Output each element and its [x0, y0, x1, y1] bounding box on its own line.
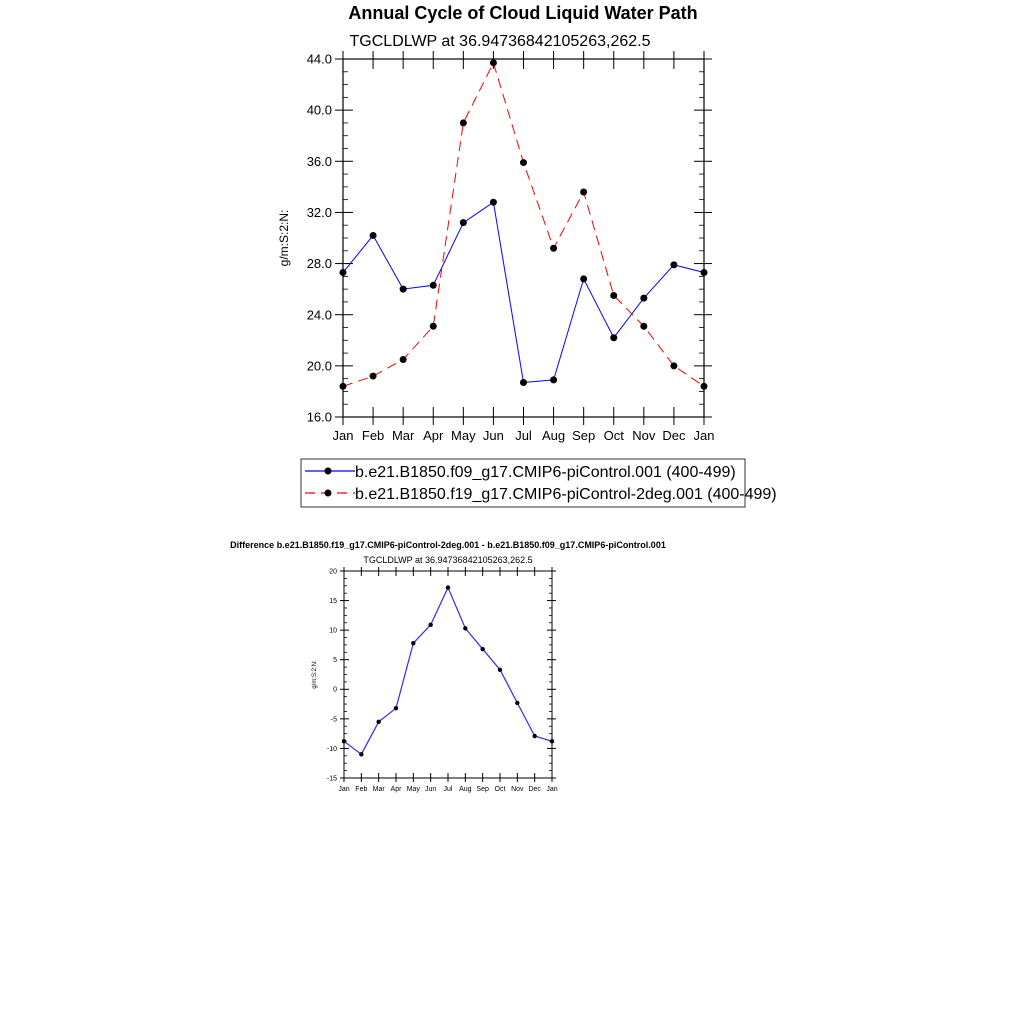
- y-tick-label: 36.0: [306, 153, 332, 169]
- legend-label-1: b.e21.B1850.f19_g17.CMIP6-piControl-2deg.001 (400-499): [355, 486, 777, 503]
- x-tick-label: Jun: [425, 786, 437, 793]
- x-tick-label: Nov: [632, 428, 656, 443]
- series-line-1: [343, 63, 704, 386]
- y-tick-label: 10: [329, 627, 337, 635]
- x-tick-label: Jul: [515, 428, 532, 443]
- series-line-0: [344, 588, 552, 755]
- series-line-0: [343, 202, 704, 382]
- data-point-1: [610, 292, 617, 299]
- y-tick-label: 32.0: [306, 204, 332, 220]
- x-tick-label: Dec: [662, 428, 686, 443]
- data-point-0: [550, 376, 557, 383]
- x-tick-label: Mar: [391, 428, 415, 443]
- plot-frame: [344, 571, 552, 778]
- x-tick-label: Sep: [476, 786, 489, 793]
- data-point-0: [515, 701, 519, 705]
- chart-0: [277, 3, 777, 507]
- data-point-0: [370, 232, 377, 239]
- y-tick-label: 16.0: [306, 409, 332, 425]
- x-tick-label: Aug: [459, 786, 472, 793]
- y-tick-label: -10: [326, 745, 337, 753]
- x-tick-label: Jun: [482, 428, 504, 443]
- data-point-1: [400, 356, 407, 363]
- y-tick-label: -5: [330, 716, 337, 724]
- data-point-0: [498, 668, 502, 672]
- data-point-1: [370, 373, 377, 380]
- x-tick-label: Jan: [332, 428, 354, 443]
- chart-title: Annual Cycle of Cloud Liquid Water Path: [348, 3, 698, 23]
- legend-label-0: b.e21.B1850.f09_g17.CMIP6-piControl.001 (400-499): [355, 464, 736, 481]
- data-point-0: [428, 623, 432, 627]
- data-point-0: [430, 282, 437, 289]
- data-point-0: [400, 286, 407, 293]
- data-point-1: [520, 159, 527, 166]
- chart-1: [230, 540, 666, 793]
- x-tick-label: Mar: [372, 786, 385, 793]
- data-point-0: [532, 734, 536, 738]
- chart-title: Difference b.e21.B1850.f19_g17.CMIP6-piControl-2deg.001 - b.e21.B1850.f09_g17.CMIP6-piControl.001: [230, 540, 666, 550]
- y-tick-label: 28.0: [306, 256, 332, 272]
- x-tick-label: Feb: [355, 786, 368, 793]
- data-point-0: [550, 739, 554, 743]
- y-tick-label: 24.0: [306, 307, 332, 323]
- y-axis-label: g/m:S:2:N:: [312, 660, 318, 689]
- y-tick-label: 44.0: [306, 51, 332, 67]
- legend-marker-1: [325, 490, 332, 497]
- data-point-1: [430, 323, 437, 330]
- data-point-1: [550, 245, 557, 252]
- data-point-0: [520, 379, 527, 386]
- legend-marker-0: [325, 468, 332, 475]
- x-tick-label: Jan: [338, 786, 350, 793]
- data-point-0: [460, 219, 467, 226]
- x-tick-label: Nov: [511, 786, 524, 793]
- data-point-0: [610, 334, 617, 341]
- data-point-0: [342, 739, 346, 743]
- x-tick-label: Apr: [390, 786, 402, 793]
- y-axis-label: g/m:S:2:N:: [277, 209, 291, 267]
- plot-frame: [343, 59, 704, 417]
- y-tick-label: 20: [329, 568, 337, 576]
- data-point-0: [480, 647, 484, 651]
- data-point-0: [340, 269, 347, 276]
- data-point-0: [376, 720, 380, 724]
- data-point-0: [446, 585, 450, 589]
- y-tick-label: 20.0: [306, 358, 332, 374]
- x-tick-label: May: [451, 428, 476, 443]
- data-point-0: [701, 269, 708, 276]
- y-tick-label: 5: [333, 657, 337, 665]
- x-tick-label: Aug: [542, 428, 566, 443]
- data-point-0: [490, 199, 497, 206]
- data-point-0: [670, 261, 677, 268]
- data-point-0: [580, 275, 587, 282]
- data-point-1: [340, 383, 347, 390]
- data-point-1: [490, 59, 497, 66]
- data-point-0: [394, 706, 398, 710]
- data-point-1: [670, 362, 677, 369]
- data-point-1: [460, 119, 467, 126]
- y-tick-label: 40.0: [306, 102, 332, 118]
- x-tick-label: Jul: [443, 786, 453, 793]
- data-point-0: [640, 295, 647, 302]
- x-tick-label: Apr: [423, 428, 444, 443]
- x-tick-label: Jan: [546, 786, 558, 793]
- data-point-1: [580, 188, 587, 195]
- data-point-0: [411, 641, 415, 645]
- x-tick-label: Feb: [361, 428, 385, 443]
- x-tick-label: May: [406, 786, 420, 793]
- data-point-0: [463, 626, 467, 630]
- chart-subtitle: TGCLDLWP at 36.94736842105263,262.5: [363, 555, 533, 565]
- x-tick-label: Dec: [528, 786, 541, 793]
- x-tick-label: Sep: [572, 428, 596, 443]
- x-tick-label: Oct: [494, 786, 506, 793]
- x-tick-label: Jan: [693, 428, 715, 443]
- data-point-1: [640, 323, 647, 330]
- data-point-0: [359, 752, 363, 756]
- y-tick-label: 0: [333, 686, 337, 694]
- chart-subtitle: TGCLDLWP at 36.94736842105263,262.5: [349, 33, 651, 50]
- y-tick-label: 15: [329, 598, 337, 606]
- x-tick-label: Oct: [603, 428, 624, 443]
- y-tick-label: -15: [326, 775, 337, 783]
- data-point-1: [701, 383, 708, 390]
